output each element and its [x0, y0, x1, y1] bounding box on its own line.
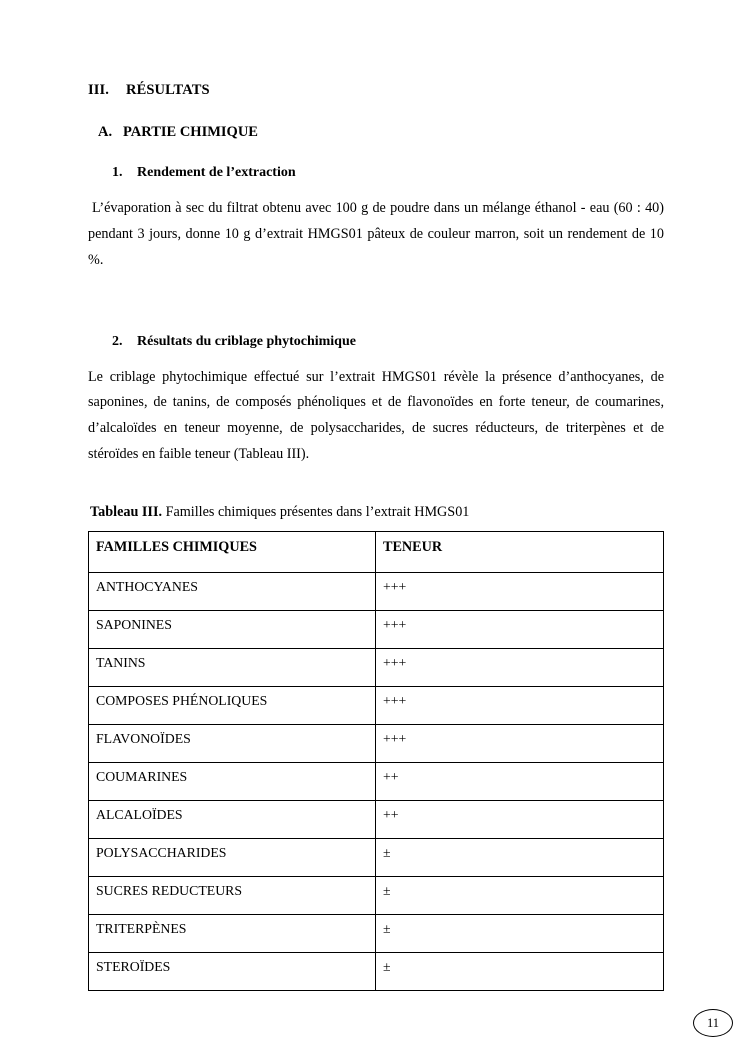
table-header-families: FAMILLES CHIMIQUES [89, 531, 376, 572]
cell-family: STEROÏDES [89, 952, 376, 990]
table-row [89, 876, 664, 914]
cell-family: TRITERPÈNES [89, 914, 376, 952]
cell-teneur: +++ [376, 648, 664, 686]
subsection-number: A. [98, 124, 113, 140]
subsection-title: PARTIE CHIMIQUE [123, 124, 258, 140]
item-title-1: Rendement de l’extraction [137, 165, 296, 180]
cell-teneur: +++ [376, 610, 664, 648]
cell-teneur: ± [376, 914, 664, 952]
cell-family: FLAVONOÏDES [89, 724, 376, 762]
paragraph-criblage: Le criblage phytochimique effectué sur l’extrait HMGS01 révèle la présence d’anthocyanes, de saponines, de tanins, de composés phénoliques et de flavonoïdes en forte teneur, de coumarines, d’alcaloïdes en teneur moyenne, de polysaccharides, de sucres réducteurs, de triterpènes et de stéroïdes en faible teneur (Tableau III). [88, 368, 664, 463]
table-caption-text: Familles chimiques présentes dans l’extrait HMGS01 [162, 503, 470, 520]
cell-teneur: ± [376, 952, 664, 990]
cell-family: TANINS [89, 648, 376, 686]
table-header-row [89, 531, 664, 572]
cell-teneur: +++ [376, 724, 664, 762]
chemical-families-table [88, 531, 664, 991]
item-title-2: Résultats du criblage phytochimique [137, 333, 356, 349]
table-row [89, 952, 664, 990]
cell-teneur: ++ [376, 762, 664, 800]
table-row [89, 686, 664, 724]
table-row [89, 800, 664, 838]
cell-family: SUCRES REDUCTEURS [89, 876, 376, 914]
cell-teneur: +++ [376, 572, 664, 610]
table-row [89, 914, 664, 952]
item-heading-criblage [112, 334, 664, 350]
table-row [89, 572, 664, 610]
document-content [88, 82, 664, 991]
item-number-1: 1. [112, 165, 123, 180]
cell-family: ANTHOCYANES [89, 572, 376, 610]
table-caption-label: Tableau III. [90, 503, 163, 520]
item-heading-rendement [112, 165, 664, 181]
table-row [89, 838, 664, 876]
cell-teneur: ++ [376, 800, 664, 838]
cell-family: POLYSACCHARIDES [89, 838, 376, 876]
table-row [89, 762, 664, 800]
cell-teneur: +++ [376, 686, 664, 724]
cell-family: SAPONINES [89, 610, 376, 648]
table-header-teneur: TENEUR [376, 531, 664, 572]
page-number: 11 [693, 1009, 733, 1037]
section-heading [88, 82, 664, 99]
table-caption [90, 504, 664, 521]
section-title: RÉSULTATS [126, 82, 210, 98]
cell-family: COMPOSES PHÉNOLIQUES [89, 686, 376, 724]
paragraph-rendement: L’évaporation à sec du filtrat obtenu avec 100 g de poudre dans un mélange éthanol - eau (60 : 40) pendant 3 jours, donne 10 g d’extrait HMGS01 pâteux de couleur marron, soit un rendement de 10 %. [88, 200, 664, 268]
cell-family: COUMARINES [89, 762, 376, 800]
table-row [89, 648, 664, 686]
table-body [89, 572, 664, 990]
subsection-heading [98, 124, 664, 141]
cell-teneur: ± [376, 838, 664, 876]
spacer-before-table [88, 468, 664, 504]
table-row [89, 724, 664, 762]
item-number-2: 2. [112, 333, 123, 349]
spacer [88, 274, 664, 310]
section-number: III. [88, 82, 109, 98]
cell-teneur: ± [376, 876, 664, 914]
cell-family: ALCALOÏDES [89, 800, 376, 838]
table-row [89, 610, 664, 648]
